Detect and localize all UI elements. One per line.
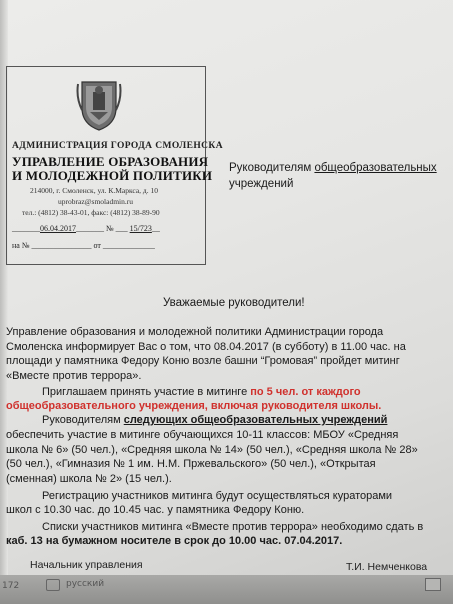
coat-of-arms-icon — [76, 78, 122, 132]
paragraph-4-line1: Регистрацию участников митинга будут осуществляться кураторами — [42, 490, 393, 502]
p1-line: Управление образования и молодежной политики Администрации города — [6, 326, 384, 338]
date-line: _______06.04.2017_______ № ___ 15/723__ — [12, 224, 160, 233]
paragraph-5-line2: каб. 13 на бумажном носителе в срок до 10.00 час. 07.04.2017. — [6, 535, 343, 547]
p3-line: (50 чел.), «Гимназия № 1 им. Н.М. Пржевальского» (50 чел.), «Открытая — [6, 458, 376, 470]
keyboard-icon[interactable] — [46, 579, 60, 591]
addressee-prefix: Руководителям — [229, 162, 315, 174]
ref-label: на № — [12, 241, 30, 250]
address: 214000, г. Смоленск, ул. К.Маркса, д. 10 — [30, 186, 158, 195]
email: uprobraz@smoladmin.ru — [58, 197, 134, 206]
reference-line: на № _______________ от _____________ — [12, 241, 155, 250]
addressee — [229, 160, 437, 192]
p1-line: «Вместе против террора». — [6, 369, 142, 382]
phones: тел.: (4812) 38-43-01, факс: (4812) 38-89-90 — [22, 208, 160, 217]
dept-name-line1: УПРАВЛЕНИЕ ОБРАЗОВАНИЯ — [12, 154, 209, 169]
p1-line: площади у памятника Федору Коню возле башни “Громовая” пройдет митинг — [6, 355, 400, 367]
doc-date: 06.04.2017 — [40, 224, 76, 233]
p3-line: (сменная) школа № 2» (15 чел.). — [6, 472, 172, 485]
p3-underlined: следующих общеобразовательных учреждений — [123, 414, 388, 426]
number-label: № — [106, 224, 114, 233]
signature-name: Т.И. Немченкова — [346, 561, 428, 573]
p1-line: Смоленска информирует Вас о том, что 08.04.2017 (в субботу) в 11.00 час. на — [6, 340, 406, 353]
greeting: Уважаемые руководители! — [163, 297, 305, 309]
paragraph-2-line2: общеобразовательного учреждения, включая руководителя школы. — [6, 400, 382, 412]
paragraph-4-line2: школ с 10.30 час. до 10.45 час. у памятника Федору Коню. — [6, 504, 305, 516]
signature-position: Начальник управления — [30, 559, 143, 571]
dept-name-line2: И МОЛОДЕЖНОЙ ПОЛИТИКИ — [12, 168, 213, 183]
paragraph-1 — [6, 325, 406, 383]
view-mode-icon[interactable] — [425, 578, 441, 591]
page-indicator[interactable]: 172 — [2, 581, 20, 591]
addressee-underlined: общеобразовательных — [314, 162, 437, 174]
doc-number: 15/723 — [129, 224, 152, 233]
p3-line: школа № 6» (50 чел.), «Средняя школа № 14» (50 чел.), «Средняя школа № 28» — [6, 443, 418, 456]
language-indicator[interactable]: русский — [66, 579, 105, 589]
p3-text: Руководителям — [42, 414, 124, 426]
addressee-line2: учреждений — [229, 178, 294, 190]
paragraph-2-line1 — [42, 385, 361, 400]
p2-text: Приглашаем принять участие в митинге — [42, 386, 251, 398]
org-name: АДМИНИСТРАЦИЯ ГОРОДА СМОЛЕНСКА — [12, 141, 223, 151]
paragraph-3-line1 — [42, 413, 387, 428]
paragraph-5-line1: Списки участников митинга «Вместе против террора» необходимо сдать в — [42, 521, 424, 533]
paragraph-3 — [6, 428, 418, 486]
p2-highlight: по 5 чел. от каждого — [250, 386, 361, 398]
status-bar — [0, 575, 453, 604]
p3-line: обеспечить участие в митинге обучающихся 10-11 классов: МБОУ «Средняя — [6, 429, 399, 441]
ref-from: от — [93, 241, 101, 250]
